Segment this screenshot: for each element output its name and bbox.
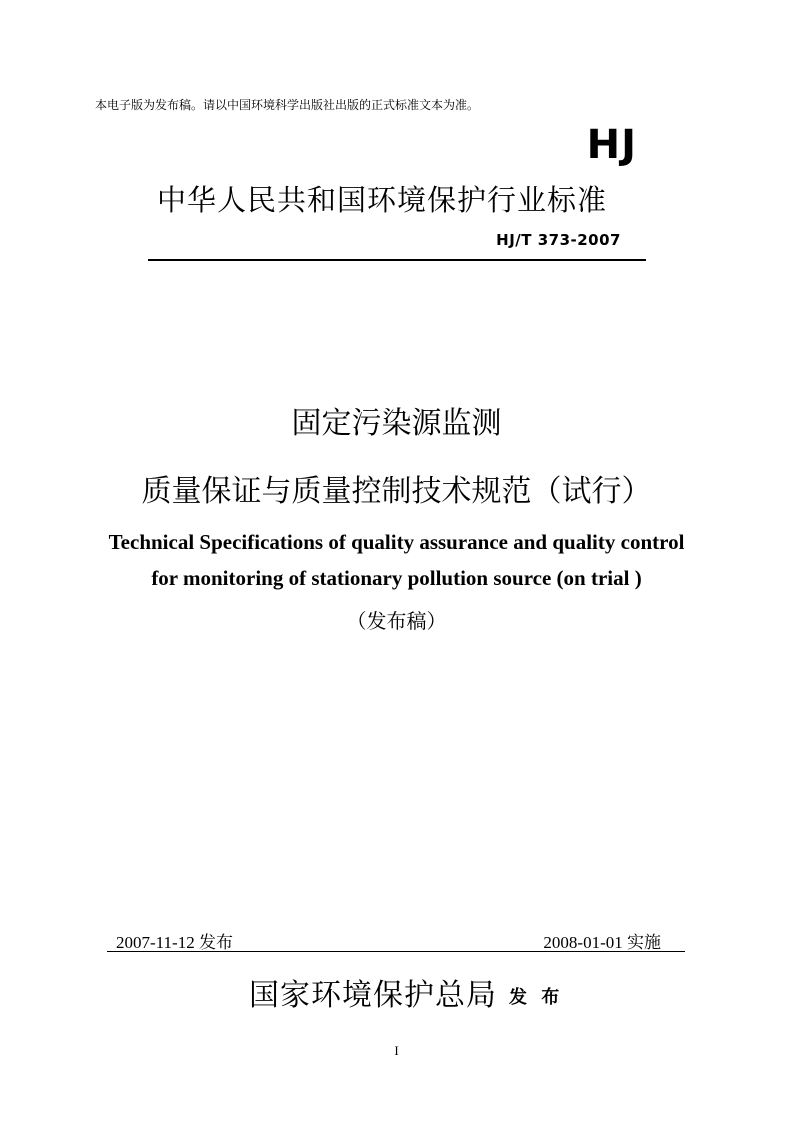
- footer-divider: [107, 951, 685, 952]
- implementation-date: 2008-01-01 实施: [543, 933, 661, 952]
- draft-note: （发布稿）: [346, 609, 447, 633]
- publish-label: 发 布: [509, 987, 564, 1008]
- page-number: I: [394, 1043, 399, 1058]
- header-divider: [148, 259, 646, 261]
- electronic-version-notice: 本电子版为发布稿。请以中国环境科学出版社出版的正式标准文本为准。: [95, 98, 480, 112]
- standard-code: HJ/T 373-2007: [496, 231, 621, 249]
- issuing-authority: 国家环境保护总局: [249, 978, 497, 1013]
- english-title-line2: for monitoring of stationary pollution source (on trial ): [151, 566, 642, 590]
- document-title-line1: 固定污染源监测: [291, 406, 502, 441]
- industry-standard-title: 中华人民共和国环境保护行业标准: [157, 183, 608, 217]
- standard-mark: HJ: [586, 122, 637, 168]
- english-title-line1: Technical Specifications of quality assurance and quality control: [108, 530, 685, 554]
- issue-date: 2007-11-12 发布: [116, 933, 233, 952]
- document-title-line2: 质量保证与质量控制技术规范（试行）: [141, 474, 652, 509]
